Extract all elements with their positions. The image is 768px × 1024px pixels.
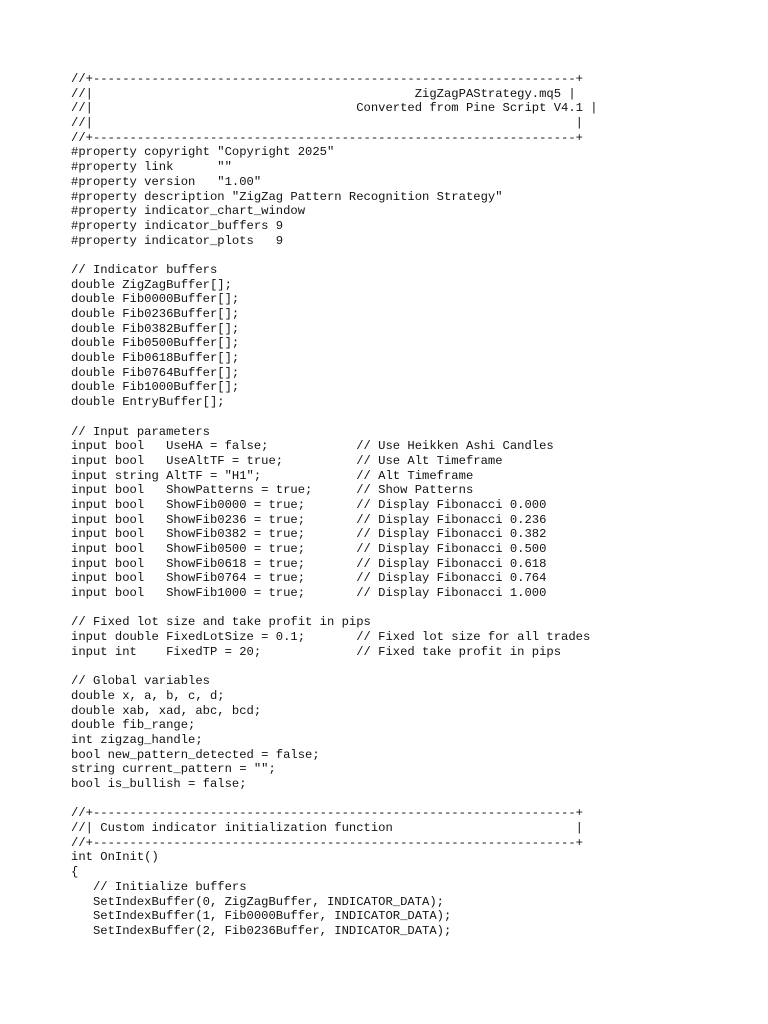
code-line: #property copyright "Copyright 2025" — [71, 145, 335, 160]
code-line: input bool ShowFib0500 = true; // Display Fibonacci 0.500 — [71, 542, 547, 556]
code-line: //| | — [71, 116, 583, 131]
code-line: double Fib0764Buffer[]; — [71, 365, 240, 380]
source-code-listing — [71, 72, 598, 939]
code-line: input bool ShowFib0382 = true; // Display Fibonacci 0.382 — [71, 527, 547, 542]
code-line: #property version "1.00" — [71, 174, 262, 189]
code-line: #property indicator_chart_window — [71, 204, 306, 219]
code-line — [71, 792, 598, 807]
code-line: SetIndexBuffer(1, Fib0000Buffer, INDICATOR_DATA); — [71, 909, 452, 924]
code-line — [71, 410, 598, 425]
code-line: double fib_range; — [71, 718, 196, 733]
code-line: //| ZigZagPAStrategy.mq5 | — [71, 86, 576, 101]
code-line: // Initialize buffers — [71, 879, 247, 894]
code-line: int OnInit() — [71, 850, 159, 865]
code-line: #property link "" — [71, 160, 232, 175]
code-line: int zigzag_handle; — [71, 732, 203, 747]
code-line: bool new_pattern_detected = false; — [71, 747, 320, 762]
code-line: bool is_bullish = false; — [71, 777, 247, 791]
code-line: input bool UseHA = false; // Use Heikken Ashi Candles — [71, 439, 554, 454]
code-line: double EntryBuffer[]; — [71, 395, 225, 410]
code-line: string current_pattern = ""; — [71, 762, 276, 777]
code-line: //+------------------------------------------------------------------+ — [71, 835, 583, 850]
code-line: { — [71, 865, 79, 880]
code-line: input bool UseAltTF = true; // Use Alt Timeframe — [71, 453, 503, 468]
code-line: input int FixedTP = 20; // Fixed take profit in pips — [71, 644, 562, 659]
code-line: SetIndexBuffer(0, ZigZagBuffer, INDICATOR_DATA); — [71, 894, 444, 909]
code-line: //+------------------------------------------------------------------+ — [71, 130, 583, 145]
code-line: SetIndexBuffer(2, Fib0236Buffer, INDICATOR_DATA); — [71, 923, 452, 938]
code-line: input bool ShowFib0764 = true; // Display Fibonacci 0.764 — [71, 571, 547, 586]
code-line: double Fib0236Buffer[]; — [71, 307, 240, 321]
code-line: //| Custom indicator initialization function | — [71, 821, 583, 836]
code-line: double x, a, b, c, d; — [71, 688, 225, 703]
code-line: double Fib0618Buffer[]; — [71, 351, 240, 366]
code-line: //+------------------------------------------------------------------+ — [71, 72, 583, 86]
code-line: // Input parameters — [71, 424, 210, 439]
code-line: //| Converted from Pine Script V4.1 | — [71, 101, 598, 116]
code-line: double Fib1000Buffer[]; — [71, 380, 240, 395]
code-line: double Fib0500Buffer[]; — [71, 336, 240, 351]
code-line: // Indicator buffers — [71, 262, 218, 277]
code-line — [71, 248, 598, 263]
code-line: #property description "ZigZag Pattern Recognition Strategy" — [71, 189, 503, 204]
code-line: // Fixed lot size and take profit in pips — [71, 615, 371, 630]
code-line: #property indicator_plots 9 — [71, 233, 284, 248]
code-line: input bool ShowFib0000 = true; // Display Fibonacci 0.000 — [71, 497, 547, 512]
code-line: input bool ShowFib0236 = true; // Display Fibonacci 0.236 — [71, 512, 547, 527]
code-line — [71, 660, 598, 675]
code-line — [71, 601, 598, 616]
code-line: double xab, xad, abc, bcd; — [71, 703, 262, 718]
code-line: double Fib0000Buffer[]; — [71, 292, 240, 307]
code-line: double Fib0382Buffer[]; — [71, 321, 240, 336]
code-line: input bool ShowFib0618 = true; // Display Fibonacci 0.618 — [71, 556, 547, 571]
code-line: //+------------------------------------------------------------------+ — [71, 806, 583, 821]
code-line: input bool ShowPatterns = true; // Show Patterns — [71, 483, 474, 498]
code-line: input bool ShowFib1000 = true; // Display Fibonacci 1.000 — [71, 586, 547, 601]
code-line: #property indicator_buffers 9 — [71, 218, 284, 233]
code-line: // Global variables — [71, 674, 210, 689]
code-line: input string AltTF = "H1"; // Alt Timeframe — [71, 468, 474, 483]
code-line: double ZigZagBuffer[]; — [71, 277, 232, 292]
code-line: input double FixedLotSize = 0.1; // Fixed lot size for all trades — [71, 630, 591, 645]
